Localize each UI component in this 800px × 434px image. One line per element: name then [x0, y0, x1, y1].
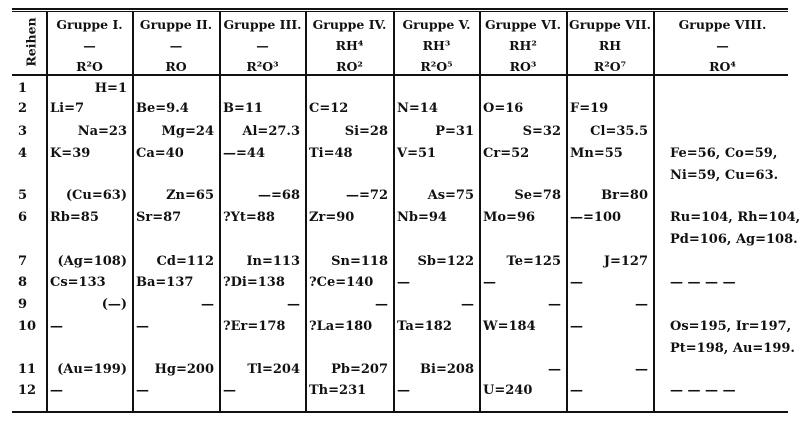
element-cell: Li=7 — [50, 101, 85, 116]
row-number: 1 — [18, 81, 28, 96]
element-cell: H=1 — [94, 81, 127, 96]
group-header-name: Gruppe II. — [139, 17, 213, 32]
group-header-rh: — — [169, 38, 183, 53]
element-cell: Rb=85 — [50, 210, 99, 225]
element-cell: (Ag=108) — [57, 254, 127, 269]
group-header-name: Gruppe VII. — [569, 17, 651, 32]
group8-entry: Ni=59, Cu=63. — [670, 168, 779, 183]
group-header-rh: — — [256, 38, 269, 53]
group8-entry: Ru=104, Rh=104, — [670, 210, 800, 225]
element-cell: — — [570, 275, 583, 290]
group-header-name: Gruppe I. — [56, 17, 123, 32]
group-header-oxide: R²O⁷ — [593, 59, 627, 74]
element-cell: Ti=48 — [309, 146, 353, 161]
element-cell: Hg=200 — [154, 362, 214, 377]
group8-entry: Fe=56, Co=59, — [670, 146, 778, 161]
group-header-rh: RH — [598, 38, 622, 53]
element-cell: (Cu=63) — [65, 188, 127, 203]
row-number: 10 — [18, 319, 37, 334]
element-cell: Sb=122 — [417, 254, 474, 269]
element-cell: — — [50, 383, 63, 398]
top-rule-inner — [12, 11, 788, 12]
element-cell: Cd=112 — [156, 254, 214, 269]
group-header-6 — [481, 14, 565, 77]
element-cell: — — [570, 319, 583, 334]
group-header-rh: — — [83, 38, 96, 53]
group-header-4 — [307, 14, 392, 77]
group-header-2 — [134, 14, 218, 77]
element-cell: Si=28 — [344, 124, 388, 139]
top-rule-outer — [12, 8, 788, 10]
element-cell: Cs=133 — [50, 275, 106, 290]
element-cell: — — [548, 297, 561, 312]
element-cell: Se=78 — [514, 188, 561, 203]
element-cell: Te=125 — [506, 254, 561, 269]
element-cell: — — [223, 383, 236, 398]
group-header-rh: — — [716, 38, 729, 53]
element-cell: Br=80 — [601, 188, 648, 203]
row-number: 3 — [18, 124, 28, 139]
element-cell: Zn=65 — [166, 188, 214, 203]
element-cell: Th=231 — [309, 383, 367, 398]
row-number: 9 — [18, 297, 28, 312]
element-cell: — — [375, 297, 388, 312]
bottom-rule — [12, 411, 788, 413]
element-cell: Na=23 — [77, 124, 127, 139]
element-cell: N=14 — [397, 101, 438, 116]
element-cell: Cr=52 — [483, 146, 530, 161]
element-cell: Pb=207 — [331, 362, 388, 377]
element-cell: S=32 — [522, 124, 561, 139]
element-cell: U=240 — [483, 383, 533, 398]
element-cell: P=31 — [435, 124, 474, 139]
group8-entry: Os=195, Ir=197, — [670, 319, 792, 334]
row-number: 4 — [18, 146, 28, 161]
row-number: 8 — [18, 275, 28, 290]
group8-entry: Pd=106, Ag=108. — [670, 232, 798, 247]
group-header-5 — [395, 14, 478, 77]
element-cell: In=113 — [246, 254, 300, 269]
element-cell: ?Ce=140 — [309, 275, 374, 290]
element-cell: (Au=199) — [57, 362, 127, 377]
element-cell: ?La=180 — [309, 319, 373, 334]
row-number: 12 — [18, 383, 37, 398]
element-cell: As=75 — [427, 188, 474, 203]
element-cell: — — [201, 297, 214, 312]
element-cell: — — [397, 275, 410, 290]
element-cell: O=16 — [483, 101, 524, 116]
element-cell: Mo=96 — [483, 210, 536, 225]
group8-entry: — — — — — [670, 275, 736, 290]
element-cell: Be=9.4 — [136, 101, 189, 116]
element-cell: Tl=204 — [247, 362, 300, 377]
element-cell: — — [635, 362, 648, 377]
element-cell: — — [287, 297, 300, 312]
group-header-oxide: RO³ — [509, 59, 537, 74]
group-header-oxide: RO⁴ — [709, 59, 736, 74]
group-header-rh: RH⁴ — [335, 38, 364, 53]
element-cell: — — [136, 383, 149, 398]
element-cell: (—) — [101, 297, 127, 312]
row-number: 5 — [18, 188, 28, 203]
group-header-name: Gruppe VI. — [484, 17, 562, 32]
element-cell: — — [570, 383, 583, 398]
group8-entry: Pt=198, Au=199. — [670, 341, 795, 356]
group-header-8 — [655, 14, 790, 77]
element-cell: Zr=90 — [309, 210, 355, 225]
element-cell: Al=27.3 — [242, 124, 300, 139]
group8-entry: — — — — — [670, 383, 736, 398]
element-cell: —=44 — [223, 146, 265, 161]
element-cell: Cl=35.5 — [590, 124, 648, 139]
element-cell: Mn=55 — [570, 146, 623, 161]
group-header-name: Gruppe VIII. — [678, 17, 767, 32]
element-cell: —=100 — [570, 210, 622, 225]
group-header-rh: RH³ — [422, 38, 451, 53]
element-cell: W=184 — [483, 319, 536, 334]
group-header-oxide: R²O³ — [246, 59, 279, 74]
element-cell: — — [635, 297, 648, 312]
element-cell: —=68 — [258, 188, 300, 203]
element-cell: — — [397, 383, 410, 398]
group-header-name: Gruppe IV. — [312, 17, 387, 32]
element-cell: Bi=208 — [420, 362, 474, 377]
element-cell: — — [136, 319, 149, 334]
element-cell: Nb=94 — [397, 210, 447, 225]
element-cell: Sr=87 — [136, 210, 182, 225]
row-number: 11 — [18, 362, 37, 377]
reihen-label: Reihen — [23, 17, 39, 67]
element-cell: B=11 — [223, 101, 263, 116]
element-cell: C=12 — [309, 101, 349, 116]
element-cell: Ca=40 — [136, 146, 184, 161]
element-cell: Ba=137 — [136, 275, 194, 290]
element-cell: F=19 — [570, 101, 609, 116]
group-header-3 — [221, 14, 304, 77]
group-header-1 — [48, 14, 131, 77]
group-header-7 — [568, 14, 652, 77]
group-header-oxide: R²O⁵ — [420, 59, 453, 74]
group-header-name: Gruppe V. — [402, 17, 471, 32]
element-cell: — — [483, 275, 496, 290]
element-cell: — — [50, 319, 63, 334]
group-header-oxide: RO — [165, 59, 187, 74]
element-cell: K=39 — [50, 146, 91, 161]
element-cell: J=127 — [603, 254, 648, 269]
row-number: 7 — [18, 254, 28, 269]
row-number: 2 — [18, 101, 28, 116]
element-cell: ?Er=178 — [223, 319, 286, 334]
element-cell: ?Di=138 — [223, 275, 285, 290]
group-header-name: Gruppe III. — [223, 17, 302, 32]
element-cell: Sn=118 — [331, 254, 388, 269]
element-cell: — — [461, 297, 474, 312]
group-header-rh: RH² — [509, 38, 537, 53]
row-number: 6 — [18, 210, 28, 225]
element-cell: ?Yt=88 — [223, 210, 275, 225]
element-cell: —=72 — [346, 188, 388, 203]
group-header-oxide: RO² — [336, 59, 363, 74]
group-header-oxide: R²O — [76, 59, 103, 74]
element-cell: Ta=182 — [397, 319, 452, 334]
element-cell: V=51 — [397, 146, 437, 161]
element-cell: — — [548, 362, 561, 377]
element-cell: Mg=24 — [161, 124, 214, 139]
